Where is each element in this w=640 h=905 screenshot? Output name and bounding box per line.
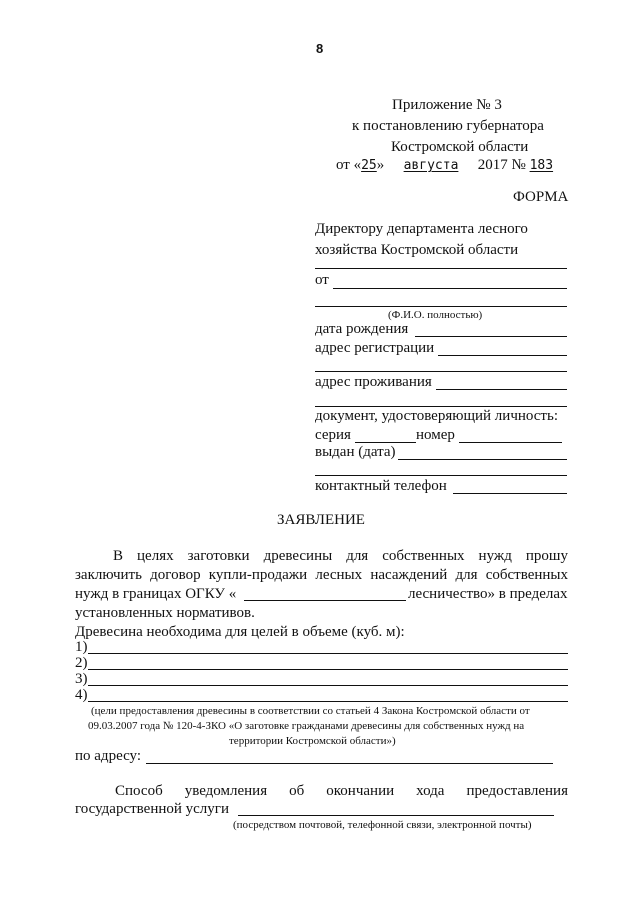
date-month: августа bbox=[403, 158, 459, 173]
word: хода bbox=[416, 783, 445, 799]
notify-method-field[interactable] bbox=[238, 815, 554, 816]
item-1-label: 1) bbox=[75, 639, 88, 655]
body-line-3-right: лесничество» в пределах bbox=[408, 586, 568, 602]
addressee-line-2: хозяйства Костромской области bbox=[315, 242, 519, 258]
id-doc-label: документ, удостоверяющий личность: bbox=[315, 408, 558, 424]
reg-address-field[interactable] bbox=[438, 355, 567, 356]
appendix-title: Приложение № 3 bbox=[392, 97, 502, 113]
word: Способ bbox=[115, 783, 163, 799]
date-mid: » bbox=[376, 157, 385, 173]
issued-label: выдан (дата) bbox=[315, 444, 396, 460]
issued-field[interactable] bbox=[398, 459, 567, 460]
item-2-field[interactable] bbox=[88, 669, 568, 670]
notify-method-hint: (посредством почтовой, телефонной связи, электронной почты) bbox=[233, 819, 532, 831]
word: предоставления bbox=[466, 783, 568, 799]
from-label: от bbox=[315, 272, 329, 288]
phone-label: контактный телефон bbox=[315, 478, 447, 494]
date-year: 2017 bbox=[477, 157, 508, 173]
date-day: 25 bbox=[361, 158, 377, 173]
by-address-field[interactable] bbox=[146, 763, 553, 764]
body-line-2 bbox=[75, 566, 568, 584]
word: заготовки bbox=[187, 548, 250, 564]
birth-date-field[interactable] bbox=[415, 336, 567, 337]
birth-date-label: дата рождения bbox=[315, 321, 409, 337]
date-prefix: от « bbox=[336, 157, 362, 173]
purpose-note-2: 09.03.2007 года № 120-4-ЗКО «О заготовке гражданами древесины для собственных нужд на bbox=[88, 720, 525, 732]
phone-field[interactable] bbox=[453, 493, 567, 494]
addressee-line-1: Директору департамента лесного bbox=[315, 221, 528, 237]
fio-hint: (Ф.И.О. полностью) bbox=[388, 309, 483, 321]
fio-field[interactable] bbox=[315, 306, 567, 307]
issued-field-2[interactable] bbox=[315, 475, 567, 476]
word: договор bbox=[150, 567, 201, 583]
item-3-field[interactable] bbox=[88, 685, 568, 686]
reg-address-field-2[interactable] bbox=[315, 371, 567, 372]
page-number: 8 bbox=[316, 41, 324, 56]
number-field[interactable] bbox=[459, 442, 562, 443]
word: В bbox=[113, 548, 124, 564]
word: окончании bbox=[326, 783, 395, 799]
word: насаждений bbox=[370, 567, 448, 583]
gov-service-label: государственной услуги bbox=[75, 801, 229, 817]
purpose-note-3: территории Костромской области») bbox=[229, 735, 396, 747]
applicant-blank-line[interactable] bbox=[315, 268, 567, 269]
word: собственных bbox=[382, 548, 465, 564]
series-label: серия bbox=[315, 427, 351, 443]
word: для bbox=[346, 548, 369, 564]
reg-address-label: адрес регистрации bbox=[315, 340, 435, 356]
item-1-field[interactable] bbox=[88, 653, 568, 654]
appendix-region: Костромской области bbox=[391, 139, 529, 155]
item-2-label: 2) bbox=[75, 655, 88, 671]
live-address-field[interactable] bbox=[436, 389, 567, 390]
body-line-4: установленных нормативов. bbox=[75, 605, 255, 621]
appendix-date bbox=[336, 156, 553, 175]
word: целях bbox=[137, 548, 174, 564]
by-address-label: по адресу: bbox=[75, 748, 142, 764]
date-number: 183 bbox=[529, 158, 554, 173]
item-4-label: 4) bbox=[75, 687, 88, 703]
notify-line bbox=[115, 782, 568, 800]
appendix-resolution: к постановлению губернатора bbox=[352, 118, 544, 134]
word: прошу bbox=[525, 548, 568, 564]
forma-label: ФОРМА bbox=[513, 189, 569, 205]
forestry-field[interactable] bbox=[244, 600, 406, 601]
number-label: номер bbox=[416, 427, 455, 443]
volume-label: Древесина необходима для целей в объеме (куб. м): bbox=[75, 624, 405, 640]
item-4-field[interactable] bbox=[88, 701, 568, 702]
word: собственных bbox=[485, 567, 568, 583]
from-field[interactable] bbox=[333, 288, 567, 289]
body-line-3-left: нужд в границах ОГКУ « bbox=[75, 586, 237, 602]
word: лесных bbox=[315, 567, 363, 583]
item-3-label: 3) bbox=[75, 671, 88, 687]
word: заключить bbox=[75, 567, 142, 583]
word: купли-продажи bbox=[208, 567, 308, 583]
word: древесины bbox=[263, 548, 333, 564]
live-address-label: адрес проживания bbox=[315, 374, 432, 390]
word: уведомления bbox=[184, 783, 268, 799]
word: об bbox=[289, 783, 305, 799]
purpose-note-1: (цели предоставления древесины в соответствии со статьей 4 Закона Костромской области от bbox=[91, 705, 530, 717]
word: для bbox=[455, 567, 478, 583]
body-line-1 bbox=[113, 547, 568, 565]
word: нужд bbox=[478, 548, 512, 564]
date-no: № bbox=[511, 157, 526, 173]
statement-title: ЗАЯВЛЕНИЕ bbox=[277, 512, 365, 528]
